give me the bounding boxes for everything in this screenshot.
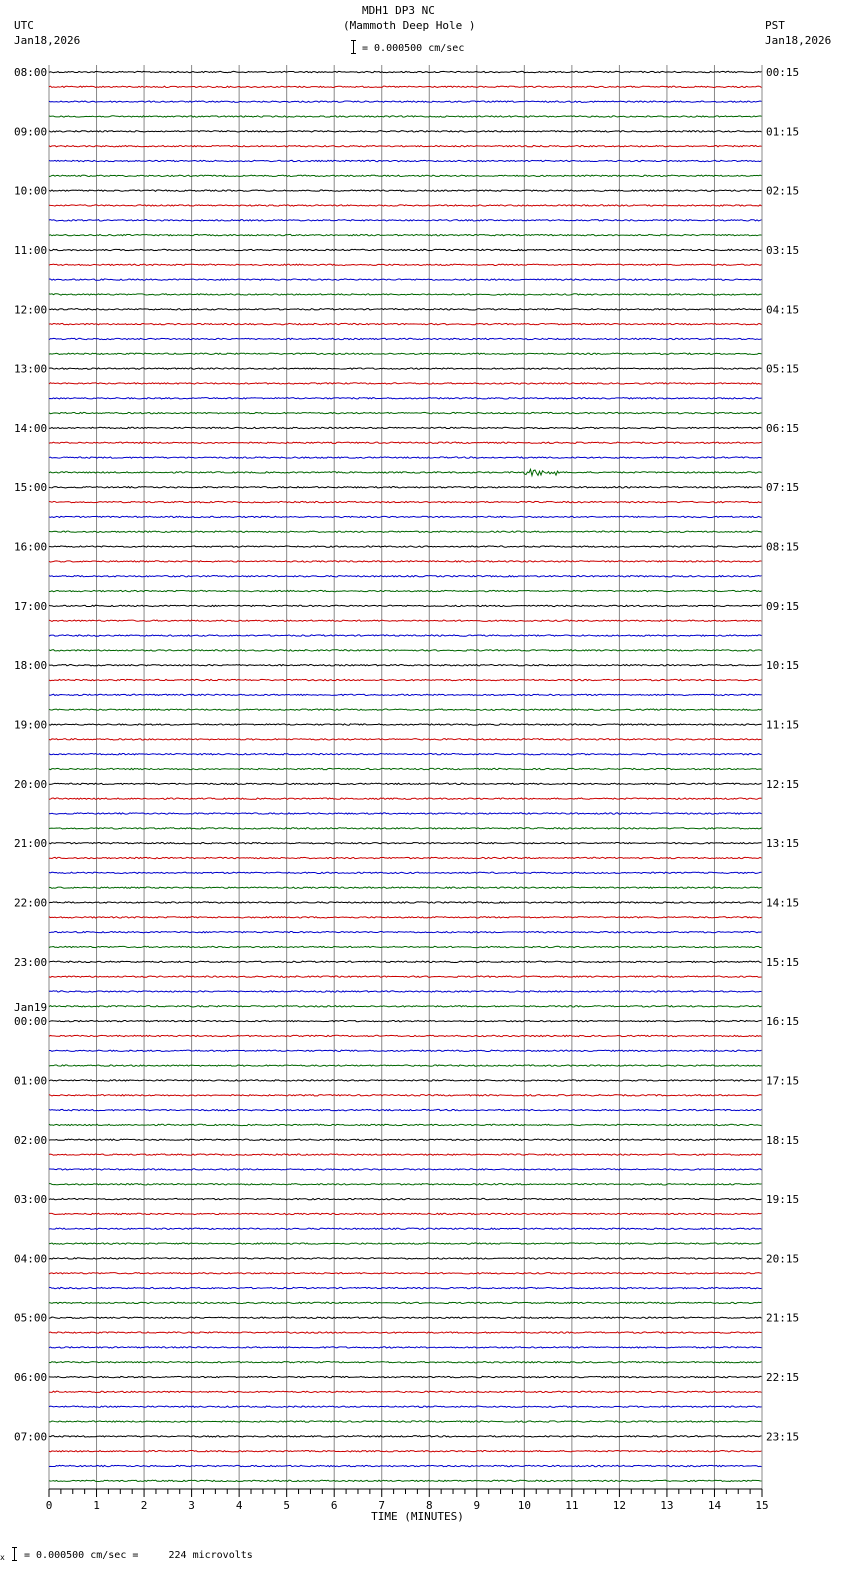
trace-line	[49, 264, 762, 265]
trace-line	[49, 1302, 762, 1303]
trace-line	[49, 961, 762, 962]
left-hour-label: 16:00	[14, 540, 48, 554]
trace-line	[49, 1184, 762, 1185]
trace-line	[49, 531, 762, 532]
right-date: Jan18,2026	[765, 34, 832, 47]
left-hour-label: 07:00	[14, 1430, 48, 1444]
right-timezone: PST	[765, 19, 785, 32]
left-date: Jan18,2026	[14, 34, 81, 47]
left-hour-label: 05:00	[14, 1311, 48, 1325]
trace-line	[49, 576, 762, 577]
right-hour-label: 07:15	[766, 481, 800, 495]
trace-line	[49, 1035, 762, 1036]
trace-line	[49, 368, 762, 369]
trace-line	[49, 590, 762, 591]
left-hour-label: 21:00	[14, 837, 48, 851]
x-axis-title: TIME (MINUTES)	[371, 1510, 464, 1523]
trace-layer	[49, 71, 762, 1481]
station-location: (Mammoth Deep Hole )	[343, 19, 476, 32]
x-tick-label: 13	[660, 1499, 674, 1512]
trace-line	[49, 768, 762, 769]
x-tick-label: 11	[565, 1499, 579, 1512]
trace-line	[49, 991, 762, 992]
trace-line	[49, 220, 762, 221]
left-hour-label: 11:00	[14, 243, 48, 257]
trace-line	[49, 724, 762, 725]
left-hour-label: 10:00	[14, 184, 48, 198]
left-hour-label: 17:00	[14, 599, 48, 613]
right-hour-label: 20:15	[766, 1252, 800, 1266]
station-title: MDH1 DP3 NC	[362, 4, 435, 17]
trace-line	[49, 1362, 762, 1363]
trace-line	[49, 976, 762, 977]
left-date-label: Jan19	[14, 1001, 48, 1015]
trace-line	[49, 1258, 762, 1259]
right-hour-label: 17:15	[766, 1074, 800, 1088]
right-hour-label: 12:15	[766, 777, 800, 791]
trace-line	[49, 160, 762, 161]
trace-line	[49, 205, 762, 206]
right-hour-label: 06:15	[766, 421, 800, 435]
trace-line	[49, 1065, 762, 1066]
trace-line	[49, 1139, 762, 1140]
trace-line	[49, 131, 762, 132]
footer-marker: x	[0, 1553, 5, 1562]
trace-line	[49, 71, 762, 72]
trace-line	[49, 1421, 762, 1422]
trace-line	[49, 902, 762, 903]
left-hour-label: 14:00	[14, 421, 48, 435]
trace-line	[49, 487, 762, 488]
x-tick-label: 8	[425, 1499, 433, 1512]
trace-line	[49, 635, 762, 636]
right-hour-label: 02:15	[766, 184, 800, 198]
trace-line	[49, 309, 762, 310]
trace-line	[49, 1169, 762, 1170]
trace-line	[49, 412, 762, 413]
trace-line	[49, 1376, 762, 1377]
trace-line	[49, 857, 762, 858]
trace-line	[49, 1332, 762, 1333]
trace-line	[49, 1273, 762, 1274]
trace-line	[49, 1228, 762, 1229]
trace-line	[49, 798, 762, 799]
trace-line	[49, 1080, 762, 1081]
trace-line	[49, 116, 762, 117]
right-hour-label: 21:15	[766, 1311, 800, 1325]
left-hour-label: 12:00	[14, 303, 48, 317]
x-tick-label: 7	[378, 1499, 386, 1512]
trace-line	[49, 279, 762, 280]
trace-line	[49, 383, 762, 384]
trace-line	[49, 679, 762, 680]
trace-line	[49, 501, 762, 502]
trace-line	[49, 1213, 762, 1214]
trace-line	[49, 145, 762, 146]
left-hour-label: 19:00	[14, 718, 48, 732]
trace-line	[49, 605, 762, 606]
left-hour-label: 23:00	[14, 955, 48, 969]
trace-line	[49, 86, 762, 87]
footer-scale-icon	[12, 1546, 17, 1560]
scale-label: = 0.000500 cm/sec	[362, 43, 465, 54]
right-hour-label: 04:15	[766, 303, 800, 317]
x-tick-label: 15	[755, 1499, 769, 1512]
x-tick-label: 1	[93, 1499, 100, 1512]
right-hour-label: 18:15	[766, 1133, 800, 1147]
trace-line	[49, 234, 762, 235]
right-hour-label: 00:15	[766, 66, 800, 79]
x-tick-label: 12	[612, 1499, 627, 1512]
trace-line	[49, 561, 762, 562]
trace-line	[49, 917, 762, 918]
left-timezone: UTC	[14, 19, 34, 32]
right-hour-label: 15:15	[766, 955, 800, 969]
trace-line	[49, 546, 762, 547]
x-tick-label: 5	[283, 1499, 290, 1512]
trace-line	[49, 946, 762, 947]
right-hour-label: 08:15	[766, 540, 800, 554]
x-tick-label: 10	[517, 1499, 531, 1512]
trace-line	[49, 427, 762, 428]
left-hour-label: 02:00	[14, 1133, 48, 1147]
trace-line	[49, 175, 762, 176]
left-hour-label: 20:00	[14, 777, 48, 791]
right-hour-label: 14:15	[766, 896, 800, 910]
left-hour-label: 18:00	[14, 659, 48, 673]
right-hour-label: 11:15	[766, 718, 800, 732]
trace-line	[49, 353, 762, 354]
footer-scale-note: = 0.000500 cm/sec = 224 microvolts	[24, 1550, 253, 1561]
right-hour-label: 19:15	[766, 1193, 800, 1207]
trace-line	[49, 1109, 762, 1110]
trace-line	[49, 665, 762, 666]
trace-line	[49, 1465, 762, 1466]
left-hour-label: 03:00	[14, 1193, 48, 1207]
trace-line	[49, 650, 762, 651]
right-hour-label: 22:15	[766, 1371, 800, 1385]
trace-line	[49, 709, 762, 710]
trace-line	[49, 469, 762, 475]
trace-line	[49, 887, 762, 888]
trace-line	[49, 1450, 762, 1451]
trace-line	[49, 442, 762, 443]
left-hour-label: 00:00	[14, 1015, 48, 1029]
trace-line	[49, 1020, 762, 1021]
trace-line	[49, 783, 762, 784]
trace-line	[49, 1436, 762, 1437]
left-hour-label: 22:00	[14, 896, 48, 910]
x-tick-label: 3	[188, 1499, 195, 1512]
right-hour-label: 16:15	[766, 1015, 800, 1029]
trace-line	[49, 739, 762, 740]
trace-line	[49, 620, 762, 621]
left-hour-label: 06:00	[14, 1371, 48, 1385]
x-tick-label: 4	[235, 1499, 243, 1512]
right-hour-label: 09:15	[766, 599, 800, 613]
trace-line	[49, 338, 762, 339]
left-hour-label: 09:00	[14, 125, 48, 139]
grid-layer	[49, 65, 762, 1489]
trace-line	[49, 872, 762, 873]
trace-line	[49, 753, 762, 754]
trace-line	[49, 1243, 762, 1244]
right-hour-label: 13:15	[766, 837, 800, 851]
trace-line	[49, 457, 762, 458]
trace-line	[49, 249, 762, 250]
trace-line	[49, 398, 762, 399]
trace-line	[49, 1480, 762, 1481]
trace-line	[49, 694, 762, 695]
right-hour-label: 10:15	[766, 659, 800, 673]
right-hour-label: 03:15	[766, 243, 800, 257]
x-tick-label: 2	[140, 1499, 148, 1512]
trace-line	[49, 323, 762, 324]
trace-line	[49, 1050, 762, 1051]
trace-line	[49, 294, 762, 295]
left-hour-label: 13:00	[14, 362, 48, 376]
x-tick-label: 14	[707, 1499, 722, 1512]
trace-line	[49, 1317, 762, 1318]
trace-line	[49, 516, 762, 517]
trace-line	[49, 842, 762, 843]
right-hour-label: 01:15	[766, 125, 800, 139]
trace-line	[49, 813, 762, 814]
x-axis	[46, 1489, 769, 1523]
trace-line	[49, 1391, 762, 1392]
trace-line	[49, 828, 762, 829]
x-tick-label: 0	[45, 1499, 53, 1512]
trace-line	[49, 1287, 762, 1288]
trace-line	[49, 1347, 762, 1348]
trace-line	[49, 1124, 762, 1125]
left-hour-label: 01:00	[14, 1074, 48, 1088]
right-hour-label: 05:15	[766, 362, 800, 376]
right-hour-label: 23:15	[766, 1430, 800, 1444]
x-tick-label: 6	[330, 1499, 338, 1512]
x-tick-label: 9	[473, 1499, 481, 1512]
trace-line	[49, 1406, 762, 1407]
left-hour-label: 04:00	[14, 1252, 48, 1266]
trace-line	[49, 1198, 762, 1199]
trace-line	[49, 1006, 762, 1007]
trace-line	[49, 1154, 762, 1155]
trace-line	[49, 931, 762, 932]
trace-line	[49, 1095, 762, 1096]
trace-line	[49, 190, 762, 191]
trace-line	[49, 101, 762, 102]
left-hour-label: 15:00	[14, 481, 48, 495]
left-hour-label: 08:00	[14, 66, 48, 79]
